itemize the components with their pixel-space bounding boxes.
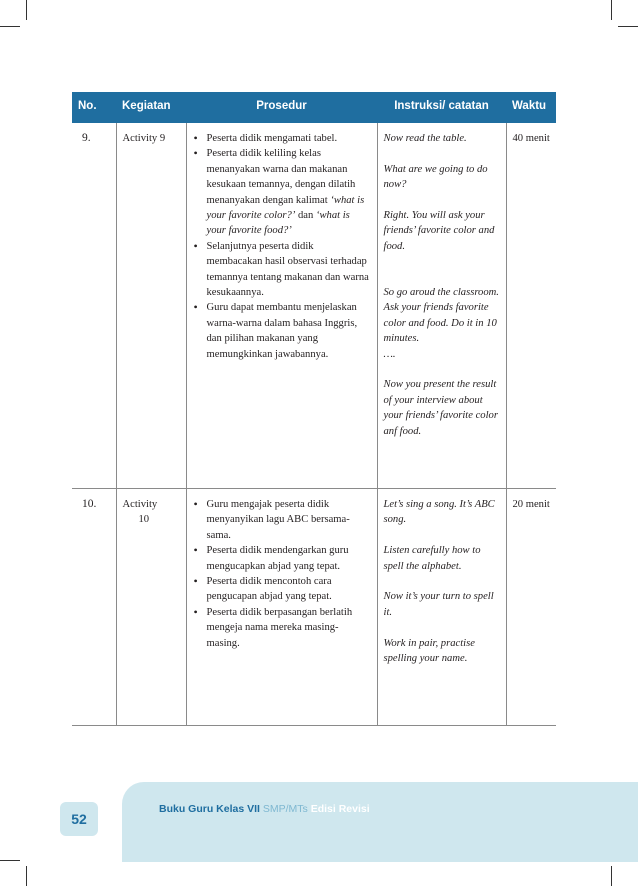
lesson-table-container	[72, 92, 556, 726]
instruction-note: Now read the table.	[383, 133, 467, 144]
header-instruksi: Instruksi/ catatan	[377, 92, 506, 123]
procedure-text: Guru mengajak peserta didik menyanyikan lagu ABC bersama-sama.	[206, 499, 350, 541]
procedure-text: Peserta didik mengamati tabel.	[206, 133, 338, 144]
instruction-note: Now you present the result of your interview about your friends’ favorite color anf food.	[383, 379, 498, 437]
header-no: No.	[72, 92, 116, 123]
time-cell: 20 menit	[506, 489, 556, 726]
procedure-text: Guru dapat membantu menjelaskan warna-warna dalam bahasa Inggris, dan pilihan makanan yang memungkinkan jawabannya.	[206, 302, 358, 360]
procedure-item	[207, 543, 372, 574]
crop-mark	[26, 0, 27, 20]
footer-book-title	[159, 803, 370, 815]
time-cell: 40 menit	[506, 123, 556, 489]
crop-mark	[611, 0, 612, 20]
crop-mark	[0, 26, 20, 27]
procedure-item	[207, 605, 372, 651]
crop-mark	[611, 866, 612, 886]
crop-mark	[26, 866, 27, 886]
procedure-text: Peserta didik mendengarkan guru mengucapkan abjad yang tepat.	[206, 545, 349, 572]
header-waktu: Waktu	[506, 92, 556, 123]
procedure-text: dan	[295, 210, 316, 222]
school-level: SMP/MTs	[259, 803, 311, 815]
procedure-question-italic: ‘what is your favorite color?’	[206, 194, 365, 222]
table-header-row	[72, 92, 556, 123]
procedure-question-italic: ‘what is your favorite food?’	[206, 210, 350, 237]
procedure-text: Selanjutnya peserta didik membacakan hasil observasi terhadap temannya tentang makanan dan warna kesukaannya.	[206, 240, 369, 299]
procedure-item	[207, 574, 372, 605]
table-row	[72, 489, 556, 726]
instruction-note: Right. You will ask your friends’ favorite color and food.	[383, 210, 495, 252]
book-title: Buku Guru Kelas VII	[159, 803, 260, 815]
instruction-note: What are we going to do now?	[383, 163, 488, 191]
procedure-text: Peserta didik mencontoh cara pengucapan abjad yang tepat.	[206, 576, 332, 603]
instruction-cell	[377, 123, 506, 489]
header-prosedur: Prosedur	[186, 92, 377, 123]
page-number: 52	[60, 802, 98, 836]
procedure-item	[207, 239, 372, 301]
instruction-note: Let’s sing a song. It’s ABC song.	[383, 499, 495, 526]
procedure-cell	[186, 123, 377, 489]
edition-label: Edisi Revisi	[310, 803, 370, 815]
instruction-note: So go aroud the classroom. Ask your friends favorite color and food. Do it in 10 minutes.	[383, 287, 499, 345]
procedure-item	[207, 131, 372, 146]
row-number: 10.	[72, 489, 116, 726]
footer-band	[122, 782, 638, 862]
procedure-cell	[186, 489, 377, 726]
procedure-item	[207, 497, 372, 543]
procedure-list	[193, 131, 372, 362]
activity-number: 10	[138, 514, 150, 526]
instruction-note: Work in pair, practise spelling your name.	[383, 637, 475, 665]
crop-mark	[618, 26, 638, 27]
header-kegiatan: Kegiatan	[116, 92, 186, 123]
instruction-cell	[377, 489, 506, 726]
lesson-table	[72, 92, 556, 726]
instruction-note: Now it’s your turn to spell it.	[383, 591, 494, 618]
procedure-text: Peserta didik keliling kelas menanyakan warna dan makanan kesukaan temannya, dengan dilatih menanyakan dengan kalimat	[206, 148, 356, 206]
activity-label: Activity 9	[122, 133, 166, 144]
row-number: 9.	[72, 123, 116, 489]
table-row	[72, 123, 556, 489]
procedure-text: Peserta didik berpasangan berlatih mengeja nama mereka masing-masing.	[206, 606, 353, 649]
crop-mark	[0, 860, 20, 861]
activity-label: Activity	[122, 499, 158, 510]
procedure-item	[207, 146, 372, 238]
activity-cell	[116, 123, 186, 489]
instruction-note: Listen carefully how to spell the alphabet.	[383, 545, 481, 572]
procedure-list	[193, 497, 372, 651]
activity-cell	[116, 489, 186, 726]
instruction-note: ….	[383, 348, 396, 360]
procedure-item	[207, 300, 372, 362]
